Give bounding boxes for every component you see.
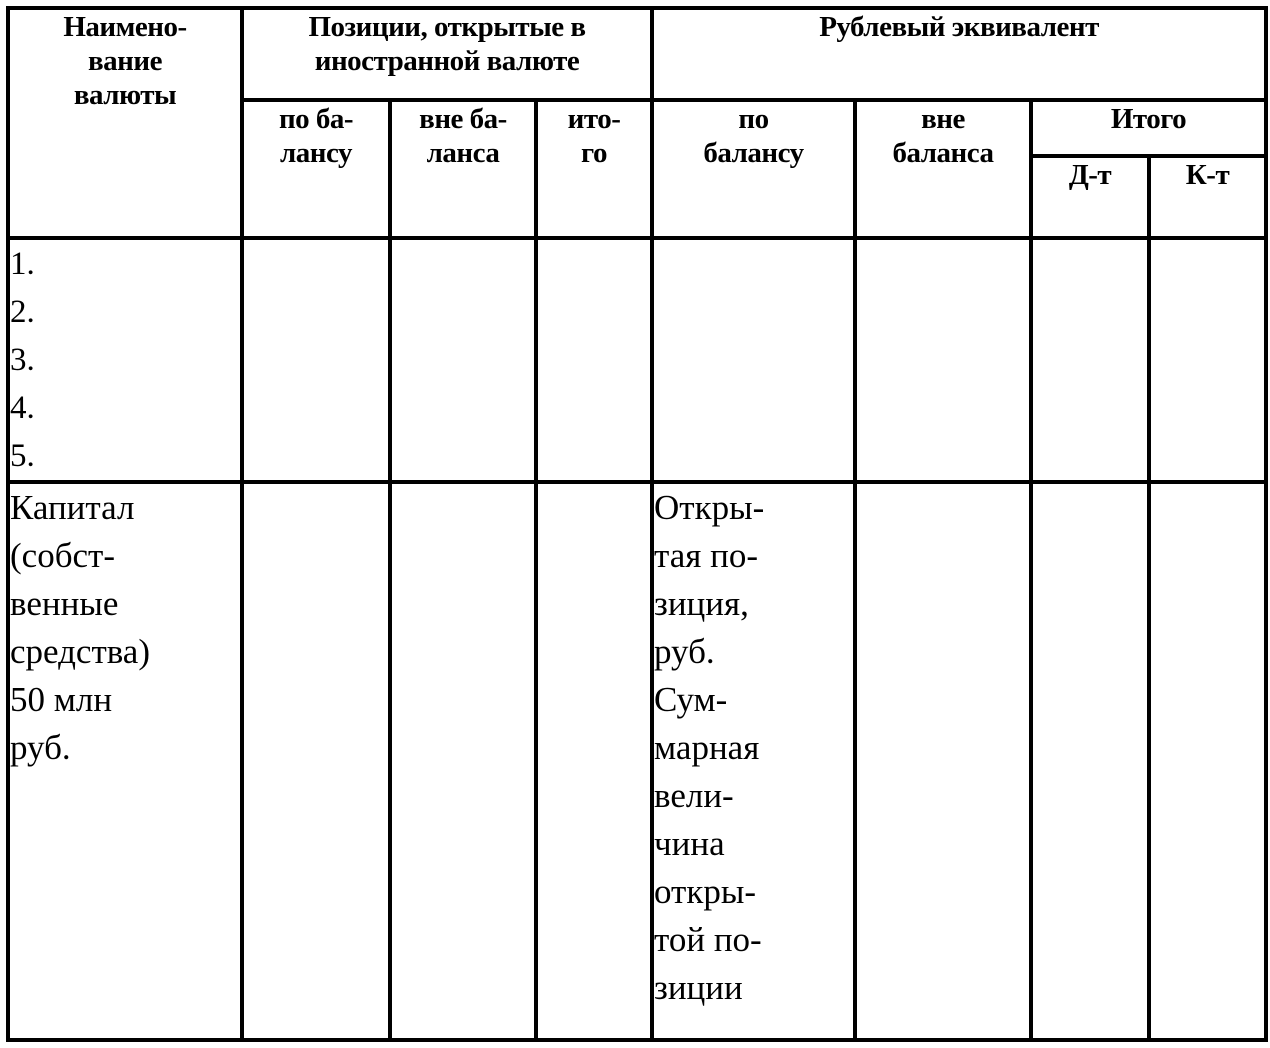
header-row-1	[8, 8, 1266, 100]
header-rub-off-balance: вне баланса	[855, 100, 1031, 238]
table-cell	[536, 482, 652, 1040]
table-cell	[242, 238, 390, 482]
table-cell	[1031, 238, 1149, 482]
header-credit: К-т	[1149, 156, 1266, 238]
table-cell	[536, 238, 652, 482]
open-position-cell: Откры- тая по- зиция, руб. Сум- марная вели- чина откры- той по- зиции	[652, 482, 855, 1040]
capital-row	[8, 482, 1266, 1040]
header-ruble-equivalent: Рублевый эквивалент	[652, 8, 1266, 100]
currency-rows	[8, 238, 1266, 482]
header-pos-total: ито- го	[536, 100, 652, 238]
header-positions-foreign-currency: Позиции, открытые в иностранной валюте	[242, 8, 652, 100]
table-cell	[855, 238, 1031, 482]
currency-position-table	[6, 6, 1268, 1042]
table-cell	[242, 482, 390, 1040]
currency-position-table-frame	[6, 6, 1264, 1042]
table-cell	[855, 482, 1031, 1040]
table-cell	[1149, 238, 1266, 482]
header-debit: Д-т	[1031, 156, 1149, 238]
header-currency-name: Наимено- вание валюты	[8, 8, 242, 238]
header-pos-off-balance: вне ба- ланса	[390, 100, 536, 238]
currency-numbers-cell: 1. 2. 3. 4. 5.	[8, 238, 242, 482]
table-cell	[390, 238, 536, 482]
header-rub-total: Итого	[1031, 100, 1266, 156]
table-cell	[1149, 482, 1266, 1040]
table-cell	[390, 482, 536, 1040]
header-rub-on-balance: по балансу	[652, 100, 855, 238]
table-cell	[652, 238, 855, 482]
table-cell	[1031, 482, 1149, 1040]
capital-cell: Капитал (собст- венные средства) 50 млн руб.	[8, 482, 242, 1040]
header-pos-on-balance: по ба- лансу	[242, 100, 390, 238]
